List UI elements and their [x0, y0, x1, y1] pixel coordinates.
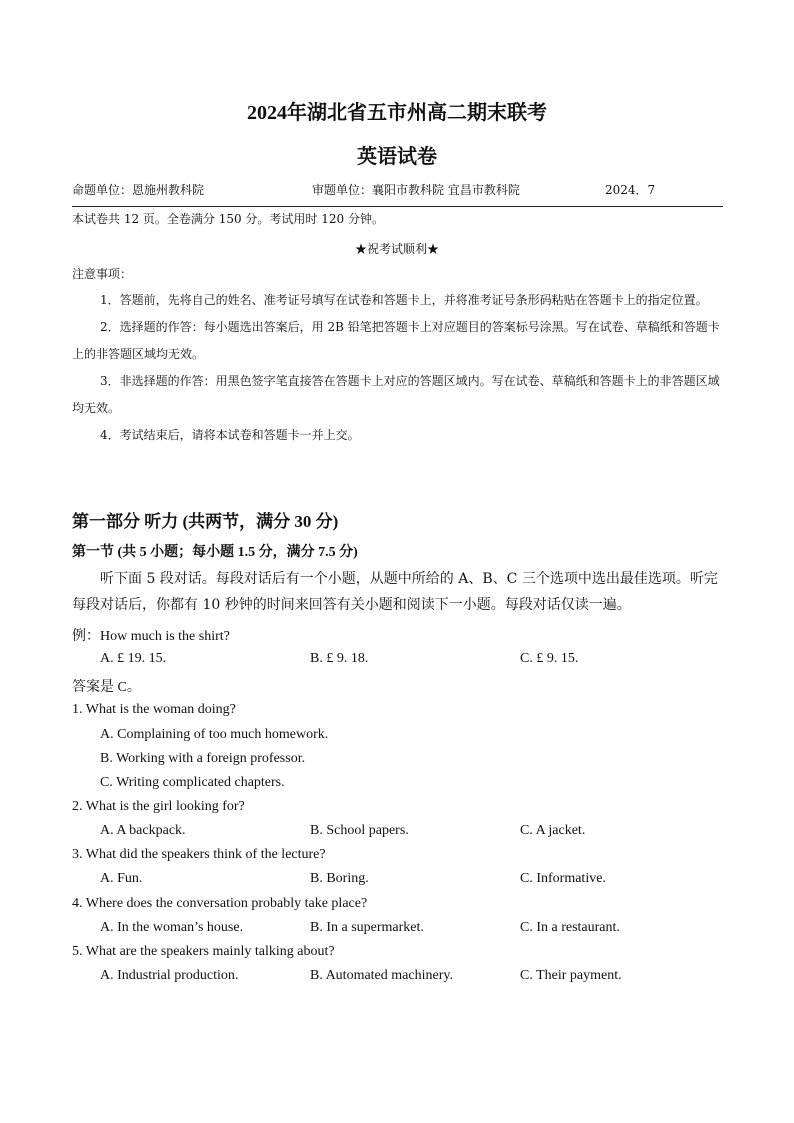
q5-option-b: B. Automated machinery.	[310, 968, 453, 983]
q3-option-c: C. Informative.	[520, 871, 606, 886]
q1-option-c: C. Writing complicated chapters.	[100, 775, 285, 790]
q4-option-c: C. In a restaurant.	[520, 920, 620, 935]
q2-option-c: C. A jacket.	[520, 823, 586, 838]
q3-option-a: A. Fun.	[100, 871, 143, 886]
exam-summary: 本试卷共 12 页。全卷满分 150 分。考试用时 120 分钟。	[72, 212, 384, 226]
question-2: 2. What is the girl looking for?	[72, 799, 245, 814]
q4-option-b: B. In a supermarket.	[310, 920, 424, 935]
exam-date: 2024．7	[605, 183, 656, 197]
q5-option-a: A. Industrial production.	[100, 968, 239, 983]
notice-item: 4．考试结束后，请将本试卷和答题卡一并上交。	[100, 428, 360, 442]
q4-option-a: A. In the woman’s house.	[100, 920, 244, 935]
q1-option-a: A. Complaining of too much homework.	[100, 727, 329, 742]
exam-title: 2024年湖北省五市州高二期末联考	[247, 102, 547, 124]
example-option-c: C. £ 9. 15.	[520, 651, 579, 666]
example-answer: 答案是 C。	[72, 680, 141, 695]
question-1: 1. What is the woman doing?	[72, 702, 236, 717]
notice-title: 注意事项：	[72, 267, 133, 281]
q2-option-b: B. School papers.	[310, 823, 409, 838]
exam-subtitle: 英语试卷	[357, 146, 437, 168]
example-option-b: B. £ 9. 18.	[310, 651, 369, 666]
unit-right: 审题单位：襄阳市教科院 宜昌市教科院	[312, 183, 520, 197]
notice-item: 2．选择题的作答：每小题选出答案后，用 2B 铅笔把答题卡上对应题目的答案标号涂黑。写在试卷、草稿纸和答题卡上的非答题区域均无效。	[72, 320, 720, 361]
q3-option-b: B. Boring.	[310, 871, 369, 886]
section-heading: 第一节 (共 5 小题；每小题 1.5 分，满分 7.5 分)	[72, 545, 358, 560]
notice-item: 3．非选择题的作答：用黑色签字笔直接答在答题卡上对应的答题区域内。写在试卷、草稿纸和答题卡上的非答题区域均无效。	[72, 374, 720, 415]
notice-item: 1．答题前，先将自己的姓名、准考证号填写在试卷和答题卡上，并将准考证号条形码粘贴在答题卡上的指定位置。	[100, 293, 708, 307]
header-divider	[72, 206, 723, 207]
example-option-a: A. £ 19. 15.	[100, 651, 167, 666]
notice-list	[72, 287, 722, 449]
unit-left: 命题单位：恩施州教科院	[72, 183, 205, 197]
question-4: 4. Where does the conversation probably take place?	[72, 896, 368, 911]
wish-line: ★祝考试顺利★	[354, 242, 439, 256]
example-question: 例：How much is the shirt?	[72, 629, 230, 644]
q5-option-c: C. Their payment.	[520, 968, 622, 983]
question-3: 3. What did the speakers think of the lecture?	[72, 847, 326, 862]
listening-instructions: 听下面 5 段对话。每段对话后有一个小题，从题中所给的 A、B、C 三个选项中选出最佳选项。听完每段对话后，你都有 10 秒钟的时间来回答有关小题和阅读下一小题。每段对话仅读一遍。	[72, 571, 718, 613]
q2-option-a: A. A backpack.	[100, 823, 186, 838]
question-5: 5. What are the speakers mainly talking about?	[72, 944, 335, 959]
part-heading: 第一部分 听力 (共两节，满分 30 分)	[72, 512, 339, 531]
q1-option-b: B. Working with a foreign professor.	[100, 751, 306, 766]
